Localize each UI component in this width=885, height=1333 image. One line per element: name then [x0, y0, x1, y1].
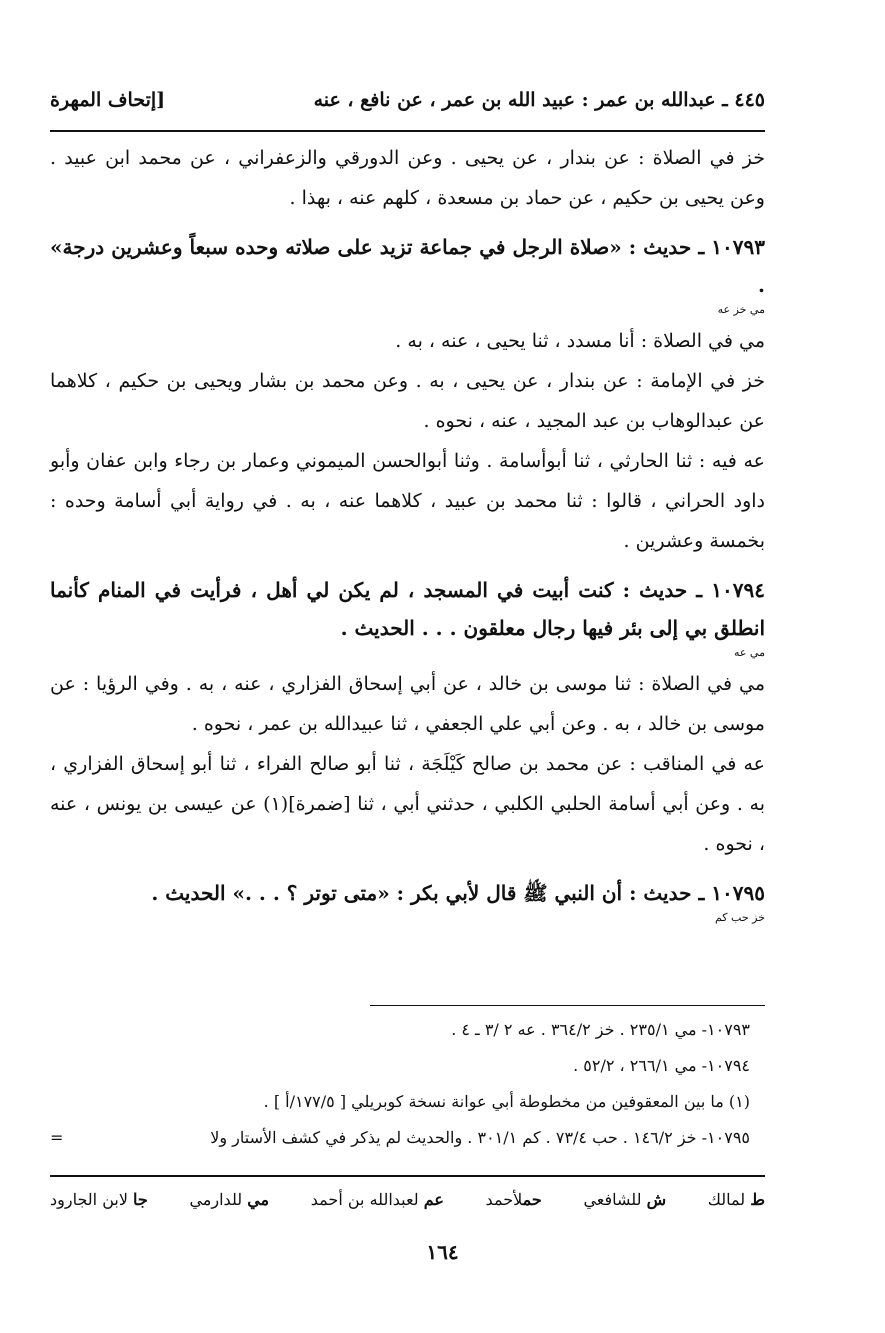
footnote-rule — [370, 1005, 765, 1006]
abbreviations-key — [50, 1182, 765, 1218]
footnote: ١٠٧٩٣- مي ٢٣٥/١ . خز ٣٦٤/٢ . عه ٢ /٣ ـ ٤ . — [451, 1020, 750, 1039]
hadith-sigla: خز حب كم — [714, 911, 765, 924]
hadith-number: ١٠٧٩٥ — [711, 881, 765, 905]
hadith-text: ـ حديث : كنت أبيت في المسجد ، لم يكن لي أهل ، فرأيت في المنام كأنما انطلق بي إلى بئر فيها رجال معلقون . . . الحديث . — [50, 578, 765, 640]
paragraph: خز في الإمامة : عن بندار ، عن يحيى ، به . وعن محمد بن بشار ويحيى بن حكيم ، كلاهما عن عبدالوهاب بن عبد المجيد ، عنه ، نحوه . — [50, 370, 765, 432]
paragraph: مي في الصلاة : ثنا موسى بن خالد ، عن أبي إسحاق الفزاري ، عنه ، به . وفي الرؤيا : عن موسى بن خالد ، به . وعن أبي علي الجعفي ، ثنا عبيدالله بن عمر ، نحوه . — [50, 673, 765, 735]
hadith-sigla: مي خز عه — [717, 303, 765, 316]
footnote: (١) ما بين المعقوفين من مخطوطة أبي عوانة نسخة كوبريلي [ ١٧٧/٥/أ ] . — [263, 1092, 750, 1111]
abbreviations-rule — [50, 1175, 765, 1177]
hadith-heading — [50, 228, 765, 315]
page-number: ١٦٤ — [426, 1240, 459, 1264]
footnote: ١٠٧٩٤- مي ٢٦٦/١ ، ٥٢/٢ . — [573, 1056, 750, 1075]
abbreviation: مي للدارمي — [189, 1190, 270, 1209]
footnote-text: ١٠٧٩٥- خز ١٤٦/٢ . حب ٧٣/٤ . كم ٣٠١/١ . والحديث لم يذكر في كشف الأستار ولا — [210, 1128, 750, 1147]
abbreviation: حملأحمد — [485, 1190, 542, 1209]
hadith-heading — [50, 571, 765, 658]
abbreviation: عم لعبدالله بن أحمد — [310, 1190, 444, 1209]
header-book-title: [إتحاف المهرة — [50, 89, 166, 111]
hadith-number: ١٠٧٩٤ — [711, 578, 765, 602]
hadith-number: ١٠٧٩٣ — [711, 235, 765, 259]
abbreviation: ط لمالك — [707, 1190, 765, 1209]
header-rule — [50, 130, 765, 132]
footnotes — [50, 1012, 750, 1156]
footnote — [50, 1120, 750, 1156]
abbreviation: ش للشافعي — [583, 1190, 667, 1209]
hadith-sigla: مي عه — [733, 646, 765, 659]
abbreviation: جا لابن الجارود — [50, 1190, 148, 1209]
header-title: ٤٤٥ ـ عبدالله بن عمر : عبيد الله بن عمر ، عن نافع ، عنه — [313, 89, 765, 111]
continuation-mark: = — [50, 1128, 64, 1147]
paragraph: خز في الصلاة : عن بندار ، عن يحيى . وعن الدورقي والزعفراني ، عن محمد ابن عبيد . وعن يحيى بن حكيم ، عن حماد بن مسعدة ، كلهم عنه ، بهذا . — [50, 147, 765, 209]
paragraph: مي في الصلاة : أنا مسدد ، ثنا يحيى ، عنه ، به . — [395, 330, 765, 352]
hadith-heading — [50, 874, 765, 923]
hadith-text: ـ حديث : «صلاة الرجل في جماعة تزيد على صلاته وحده سبعاً وعشرين درجة» . — [50, 235, 765, 297]
running-header — [50, 80, 765, 120]
main-text — [50, 138, 765, 923]
paragraph: عه في المناقب : عن محمد بن صالح كَيْلَجَة ، ثنا أبو صالح الفراء ، ثنا أبو إسحاق الفزاري ، به . وعن أبي أسامة الحلبي الكلبي ، حدثني أبي ، ثنا [ضمرة](١) عن عيسى بن يونس ، عنه ، نحوه . — [50, 753, 765, 855]
paragraph: عه فيه : ثنا الحارثي ، ثنا أبوأسامة . وثنا أبوالحسن الميموني وعمار بن رجاء وابن عفان وأبو داود الحراني ، قالوا : ثنا محمد بن عبيد ، كلاهما عنه ، به . في رواية أبي أسامة وحده : بخمسة وعشرين . — [50, 450, 765, 552]
hadith-text: ـ حديث : أن النبي ﷺ قال لأبي بكر : «متى توتر ؟ . . .» الحديث . — [151, 881, 705, 905]
